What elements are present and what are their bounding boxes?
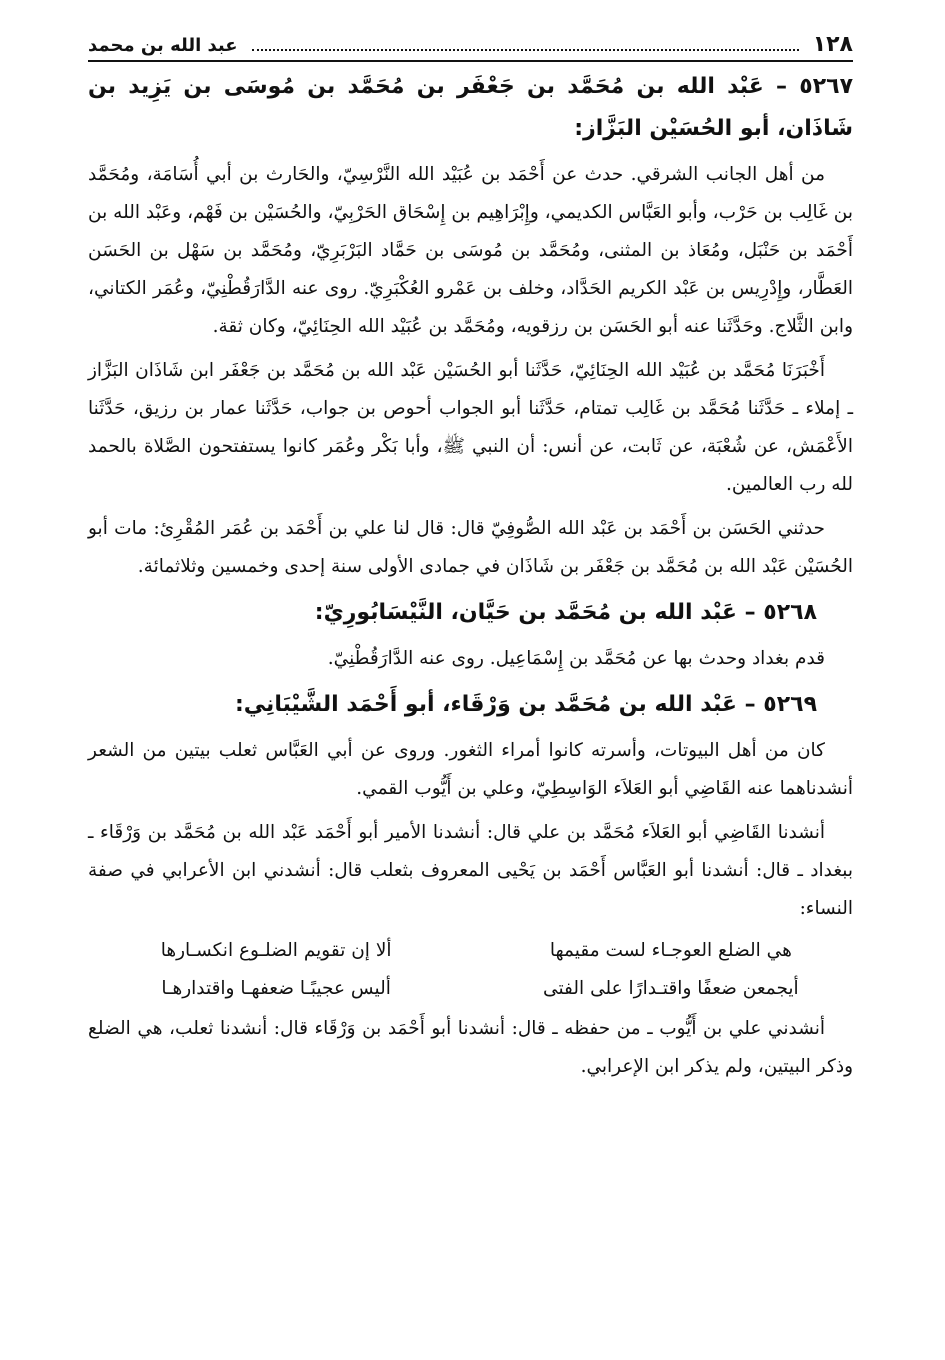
verse-line (88, 970, 853, 1008)
page-number: ١٢٨ (812, 32, 853, 57)
entry-5268-biography: قدم بغداد وحدث بها عن مُحَمَّد بن إِسْمَاعِيل. روى عنه الدَّارَقُطْنِيّ. (327, 648, 825, 669)
header-dot-leader (252, 49, 799, 51)
verse-first-hemistich: هي الضلع العوجـاء لست مقيمها (549, 940, 792, 961)
entry-heading-5267: ٥٢٦٧ – عَبْد الله بن مُحَمَّد بن جَعْفَر بن مُحَمَّد بن مُوسَى بن يَزِيد بن شَاذَان، أبو الحُسَيْن البَزَّاز: (88, 74, 853, 141)
book-page (88, 30, 853, 1340)
entry-5269-biography: كان من أهل البيوتات، وأسرته كانوا أمراء الثغور. وروى عن أبي العَبَّاس ثعلب بيتين من الشعر أنشدناهما عنه القَاضِي أبو العَلاَء الوَاسِطِيّ، وعلي بن أَيُّوب القمي. (88, 740, 853, 799)
entry-5267-death-note: حدثني الحَسَن بن أَحْمَد بن عَبْد الله الصُّوفِيّ قال: قال لنا علي بن أَحْمَد بن عُمَر المُقْرِئ: مات أبو الحُسَيْن عَبْد الله بن مُحَمَّد بن جَعْفَر بن شَاذَان في جمادى الأولى سنة إحدى وخمسين وثلاثمائة. (88, 518, 853, 577)
entry-5269-closing: أنشدني علي بن أَيُّوب ـ من حفظه ـ قال: أنشدنا أبو أَحْمَد بن وَرْقَاء قال: أنشدنا ثعلب، هي الضلع وذكر البيتين، ولم يذكر ابن الإعرابي. (88, 1018, 853, 1077)
verse-first-hemistich: أيجمعن ضعفًا واقتـدارًا على الفتى (543, 978, 799, 999)
verse-line (88, 932, 853, 970)
verse-second-hemistich: أليس عجيبًـا ضعفهـا واقتدارهـا (161, 978, 391, 999)
poem-verses (88, 932, 853, 1008)
entry-heading-5269: ٥٢٦٩ – عَبْد الله بن مُحَمَّد بن وَرْقَاء، أبو أَحْمَد الشَّيْبَانِي: (235, 692, 817, 717)
running-header (88, 30, 853, 62)
entry-heading-5268: ٥٢٦٨ – عَبْد الله بن مُحَمَّد بن حَيَّان، النَّيْسَابُورِيّ: (314, 600, 817, 625)
entry-5267-hadith: أَخْبَرَنَا مُحَمَّد بن عُبَيْد الله الحِنَائِيّ، حَدَّثَنا أبو الحُسَيْن عَبْد الله بن مُحَمَّد بن جَعْفَر ابن شَاذَان البَزَّاز ـ إملاء ـ حَدَّثَنا مُحَمَّد بن غَالِب تمتام، حَدَّثَنا أبو الجواب أحوص بن جواب، حَدَّثَنا عمار بن رزيق، حَدَّثَنا الأَعْمَش، عن شُعْبَة، عن ثَابت، عن أنس: أن النبي ﷺ، وأبا بَكْر وعُمَر كانوا يستفتحون الصَّلاة بالحمد لله رب العالمين. (88, 360, 853, 495)
verse-second-hemistich: ألا إن تقويم الضلـوع انكسـارها (160, 940, 392, 961)
entry-5267-biography: من أهل الجانب الشرقي. حدث عن أَحْمَد بن عُبَيْد الله النَّرْسِيّ، والحَارث بن أبي أُسَامَة، ومُحَمَّد بن غَالِب بن حَرْب، وأبو العَبَّاس الكديمي، وإِبْرَاهِيم بن إِسْحَاق الحَرْبِيّ، والحُسَيْن بن فَهْم، وعَبْد الله بن أَحْمَد بن حَنْبَل، ومُعَاذ بن المثنى، ومُحَمَّد بن مُوسَى بن حَمَّاد البَرْبَرِيّ، ومُحَمَّد بن سَهْل بن الحَسَن العَطَّار، وإِدْرِيس بن عَبْد الكريم الحَدَّاد، وخلف بن عَمْرو العُكْبَرِيّ. روى عنه الدَّارَقُطْنِيّ، وعُمَر الكتاني، وابن الثَّلاج. وحَدَّثَنا عنه أبو الحَسَن بن رزقويه، ومُحَمَّد بن عُبَيْد الله الحِنَائِيّ، وكان ثقة. (88, 164, 853, 337)
running-title: عبد الله بن محمد (88, 35, 238, 56)
entry-5269-narration: أنشدنا القَاضِي أبو العَلاَء مُحَمَّد بن علي قال: أنشدنا الأمير أبو أَحْمَد عَبْد الله بن مُحَمَّد بن وَرْقَاء ـ ببغداد ـ قال: أنشدنا أبو العَبَّاس أَحْمَد بن يَحْيى المعروف بثعلب قال: أنشدني ابن الأعرابي في صفة النساء: (88, 822, 853, 919)
